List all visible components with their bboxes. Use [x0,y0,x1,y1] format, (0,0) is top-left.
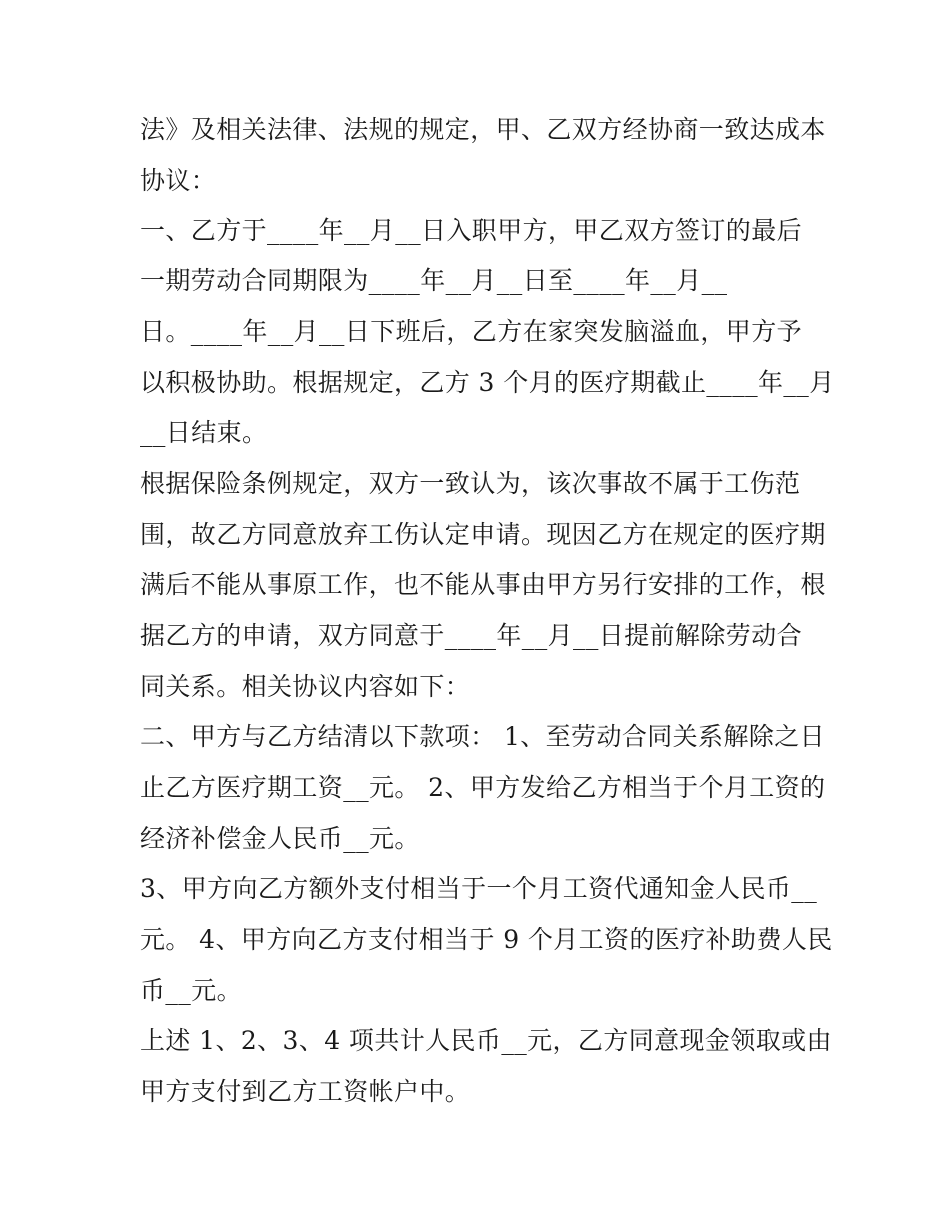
text-line: 一期劳动合同期限为____年__月__日至____年__月__ [140,266,728,295]
text-line: 上述 1、2、3、4 项共计人民币__元，乙方同意现金领取或由 [140,1026,832,1055]
text-line: 以积极协助。根据规定，乙方 3 个月的医疗期截止____年__月 [140,368,835,397]
text-line: 币__元。 [140,976,243,1005]
text-line: 日。____年__月__日下班后，乙方在家突发脑溢血，甲方予 [140,317,803,346]
text-line: 一、乙方于____年__月__日入职甲方，甲乙双方签订的最后 [140,216,803,245]
text-line: 法》及相关法律、法规的规定，甲、乙双方经协商一致达成本 [140,115,826,144]
text-line: 二、甲方与乙方结清以下款项： 1、至劳动合同关系解除之日 [140,722,826,751]
text-line: 同关系。相关协议内容如下： [140,672,471,701]
text-line: 经济补偿金人民币__元。 [140,824,420,853]
text-line: 3、甲方向乙方额外支付相当于一个月工资代通知金人民币__ [140,874,818,903]
text-line: 止乙方医疗期工资__元。 2、甲方发给乙方相当于个月工资的 [140,773,826,802]
text-line: 协议： [140,166,217,195]
text-line: 元。 4、甲方向乙方支付相当于 9 个月工资的医疗补助费人民 [140,925,833,954]
text-line: 据乙方的申请，双方同意于____年__月__日提前解除劳动合 [140,621,803,650]
text-line: 围，故乙方同意放弃工伤认定申请。现因乙方在规定的医疗期 [140,520,826,549]
text-line: 甲方支付到乙方工资帐户中。 [140,1077,471,1106]
text-line: __日结束。 [140,418,268,447]
text-line: 根据保险条例规定，双方一致认为，该次事故不属于工伤范 [140,469,801,498]
text-line: 满后不能从事原工作，也不能从事由甲方另行安排的工作，根 [140,570,826,599]
